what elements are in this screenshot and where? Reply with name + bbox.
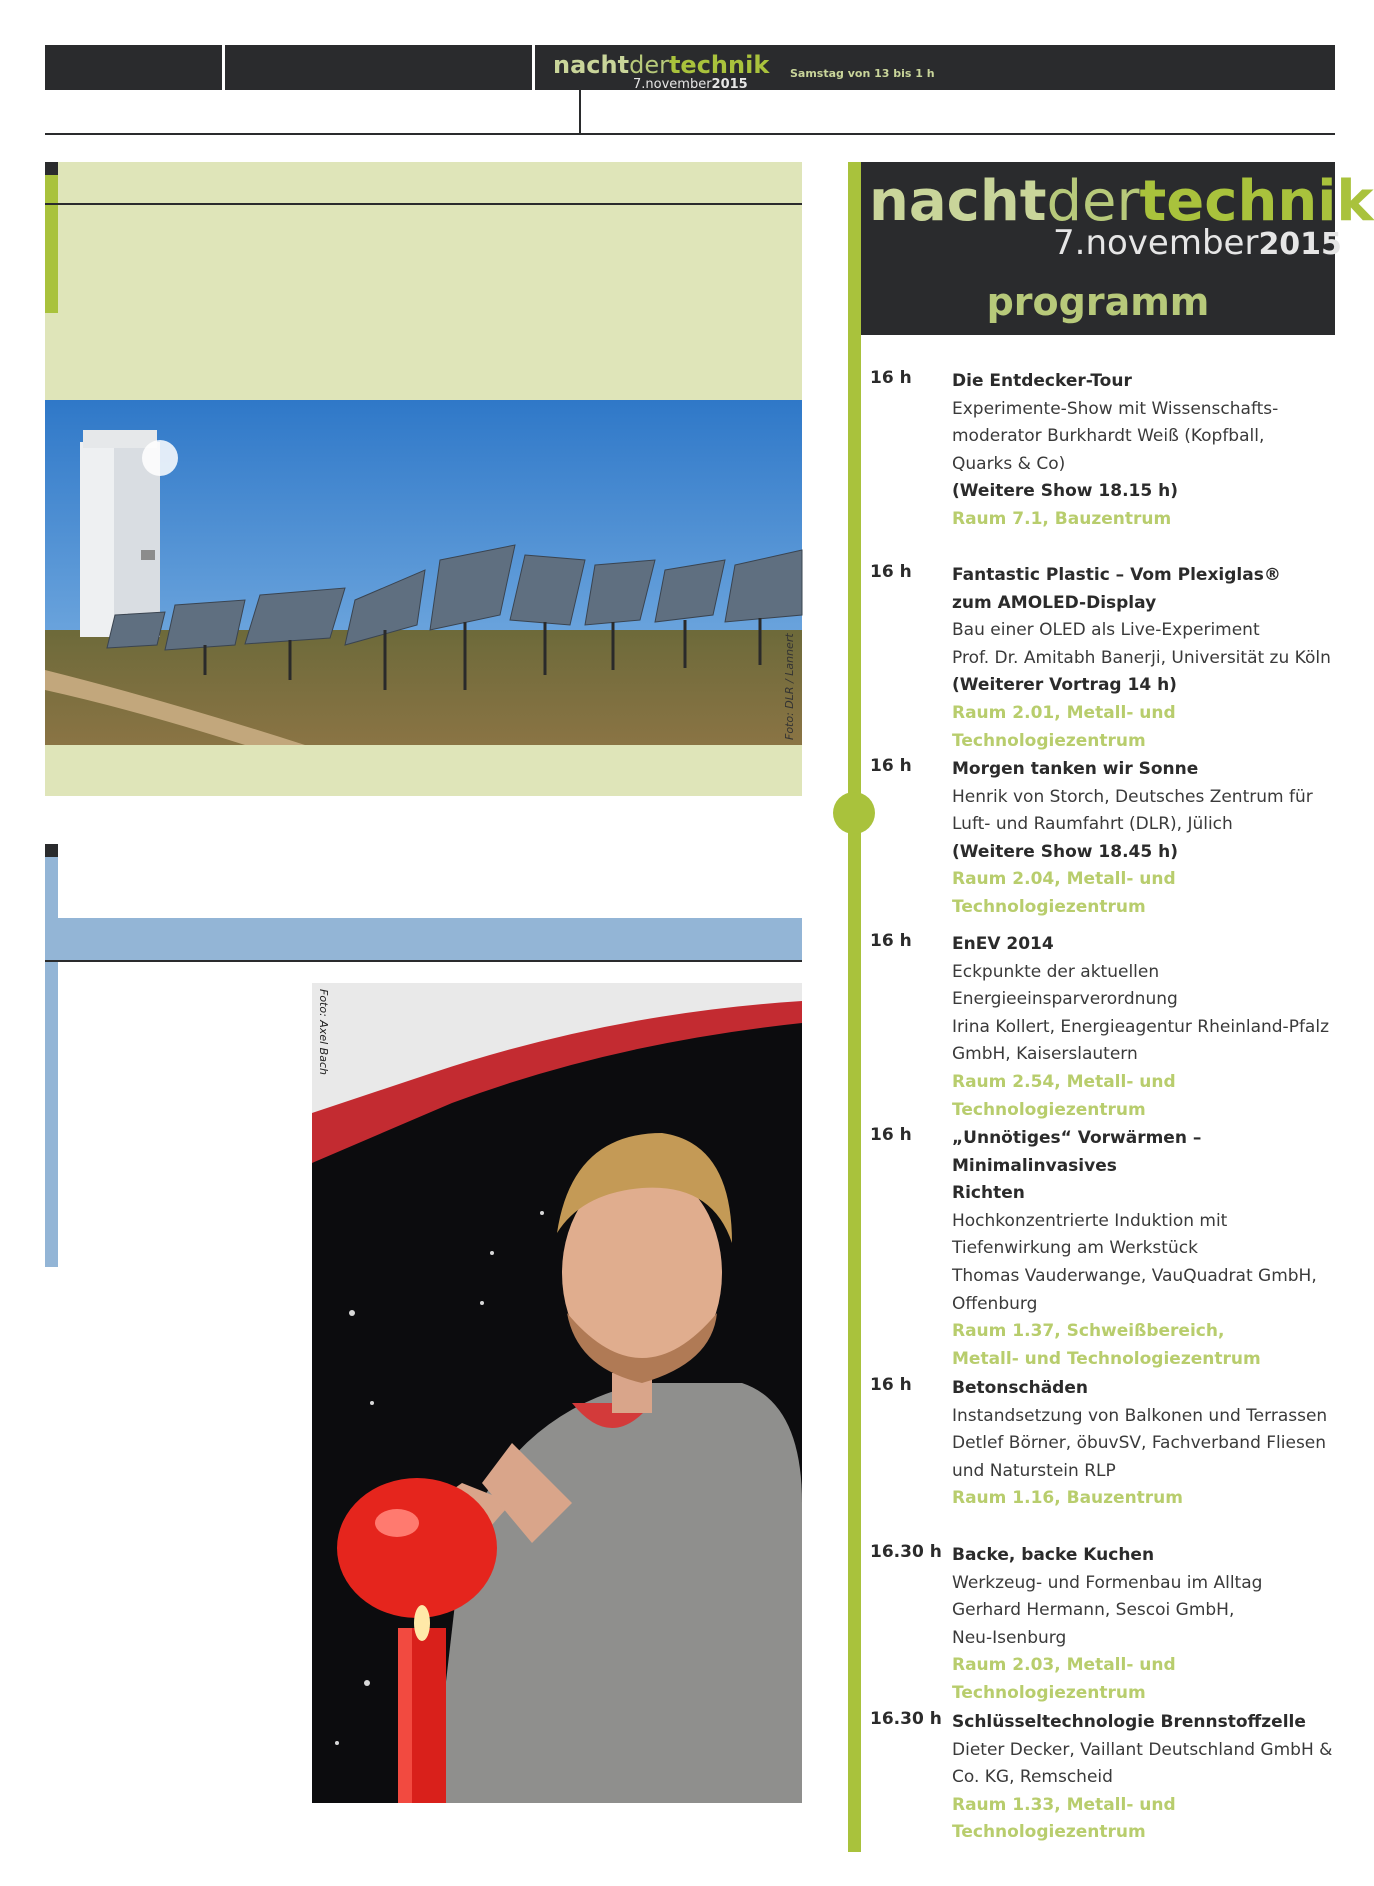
solar-photo-credit: Foto: DLR / Lannert: [783, 633, 796, 740]
program-bar-dot: [833, 792, 875, 834]
header-divider: [532, 45, 535, 90]
entry-title: „Unnötiges“ Vorwärmen – Minimalinvasives: [952, 1128, 1202, 1176]
presenter-photo-credit: Foto: Axel Bach: [317, 989, 330, 1075]
blue-marker: [45, 857, 58, 1267]
header-divider: [222, 45, 225, 90]
entry-title: zum AMOLED-Display: [952, 592, 1157, 613]
entry-title: Backe, backe Kuchen: [952, 1545, 1155, 1565]
entry-description: moderator Burkhardt Weiß (Kopfball,: [952, 426, 1265, 447]
blue-panel-rule: [45, 960, 802, 962]
entry-description: Dieter Decker, Vaillant Deutschland GmbH &: [952, 1739, 1333, 1760]
entry-description: Prof. Dr. Amitabh Banerji, Universität zu Köln: [952, 647, 1331, 668]
entry-title: Die Entdecker-Tour: [952, 371, 1132, 391]
header-schedule: Samstag von 13 bis 1 h: [790, 67, 935, 80]
entry-extra-show: (Weiterer Vortrag 14 h): [952, 675, 1177, 696]
logo-nacht: nacht: [553, 51, 630, 79]
program-vertical-bar: [848, 162, 861, 1852]
program-logo-der: der: [1046, 169, 1140, 234]
entry-description: und Naturstein RLP: [952, 1460, 1116, 1481]
entry-time: 16 h: [870, 1125, 912, 1145]
entry-description: Luft- und Raumfahrt (DLR), Jülich: [952, 814, 1233, 835]
entry-description: Eckpunkte der aktuellen: [952, 961, 1160, 982]
entry-extra-show: (Weitere Show 18.15 h): [952, 481, 1178, 502]
entry-description: Hochkonzentrierte Induktion mit: [952, 1210, 1228, 1231]
entry-time: 16 h: [870, 562, 912, 582]
entry-body: [952, 756, 1340, 922]
entry-body: [952, 1542, 1340, 1708]
logo-technik: technik: [668, 51, 770, 79]
entry-description: Werkzeug- und Formenbau im Alltag: [952, 1572, 1263, 1593]
presenter-photo: [312, 983, 802, 1803]
program-title: programm: [986, 280, 1210, 324]
entry-title: Fantastic Plastic – Vom Plexiglas®: [952, 565, 1281, 585]
entry-body: [952, 1709, 1340, 1847]
program-date: 7.november: [1053, 223, 1259, 263]
solar-illustration: [45, 400, 802, 745]
entry-room: Raum 1.33, Metall- und Technologiezentrum: [952, 1794, 1176, 1843]
entry-title: Schlüsseltechnologie Brennstoffzelle: [952, 1712, 1306, 1732]
logo-year: 2015: [711, 77, 748, 92]
entry-description: Experimente-Show mit Wissenschafts-: [952, 398, 1279, 419]
entry-room: Raum 7.1, Bauzentrum: [952, 508, 1172, 529]
entry-description: Irina Kollert, Energieagentur Rheinland-Pfalz: [952, 1016, 1329, 1037]
entry-title: Betonschäden: [952, 1378, 1088, 1398]
entry-description: Bau einer OLED als Live-Experiment: [952, 620, 1260, 641]
header-rule: [45, 133, 1335, 135]
entry-body: [952, 1375, 1340, 1513]
header-bar: [45, 45, 1335, 90]
entry-room: Metall- und Technologiezentrum: [952, 1348, 1261, 1369]
entry-room: Raum 1.37, Schweißbereich,: [952, 1321, 1225, 1342]
entry-description: Gerhard Hermann, Sescoi GmbH,: [952, 1600, 1235, 1621]
blue-marker-cap: [45, 844, 58, 857]
entry-description: Tiefenwirkung am Werkstück: [952, 1238, 1198, 1259]
entry-time: 16.30 h: [870, 1542, 942, 1562]
logo-date: 7.november: [633, 77, 712, 92]
green-marker-cap: [45, 162, 58, 175]
program-logo-date: [1053, 223, 1342, 263]
entry-description: Quarks & Co): [952, 453, 1066, 474]
entry-description: Energieeinsparverordnung: [952, 989, 1178, 1010]
entry-description: Offenburg: [952, 1293, 1038, 1314]
solar-tower-photo: [45, 400, 802, 745]
entry-description: Henrik von Storch, Deutsches Zentrum für: [952, 786, 1313, 807]
green-marker: [45, 175, 58, 313]
entry-body: [952, 931, 1340, 1124]
entry-description: Instandsetzung von Balkonen und Terrassen: [952, 1405, 1328, 1426]
entry-body: [952, 562, 1340, 755]
entry-time: 16 h: [870, 1375, 912, 1395]
entry-description: Neu-Isenburg: [952, 1627, 1067, 1648]
entry-description: Co. KG, Remscheid: [952, 1767, 1113, 1788]
entry-room: Raum 2.01, Metall- und Technologiezentrum: [952, 702, 1176, 751]
entry-description: Detlef Börner, öbuvSV, Fachverband Fliesen: [952, 1433, 1327, 1454]
entry-time: 16 h: [870, 368, 912, 388]
entry-body: [952, 368, 1340, 534]
entry-title: EnEV 2014: [952, 934, 1054, 954]
green-panel-rule: [45, 203, 802, 205]
entry-description: Thomas Vauderwange, VauQuadrat GmbH,: [952, 1265, 1317, 1286]
entry-body: [952, 1125, 1340, 1373]
logo-der: der: [629, 51, 669, 79]
entry-time: 16 h: [870, 931, 912, 951]
program-logo-nacht: nacht: [869, 169, 1047, 234]
entry-room: Raum 2.54, Metall- und Technologiezentrum: [952, 1071, 1176, 1120]
header-vertical-rule: [579, 90, 581, 135]
presenter-illustration: [312, 983, 802, 1803]
program-logo-technik: technik: [1139, 169, 1374, 234]
entry-time: 16.30 h: [870, 1709, 942, 1729]
entry-title: Morgen tanken wir Sonne: [952, 759, 1199, 779]
entry-title: Richten: [952, 1183, 1025, 1204]
entry-time: 16 h: [870, 756, 912, 776]
entry-room: Raum 2.04, Metall- und Technologiezentrum: [952, 869, 1176, 917]
entry-extra-show: (Weitere Show 18.45 h): [952, 841, 1178, 862]
program-logo: [869, 169, 1374, 234]
entry-room: Raum 1.16, Bauzentrum: [952, 1488, 1184, 1509]
header-logo: [553, 51, 770, 92]
program-year: 2015: [1258, 227, 1342, 262]
program-header: [861, 162, 1374, 335]
entry-description: GmbH, Kaiserslautern: [952, 1044, 1138, 1065]
blue-band: [58, 918, 802, 960]
entry-room: Raum 2.03, Metall- und Technologiezentrum: [952, 1655, 1176, 1703]
